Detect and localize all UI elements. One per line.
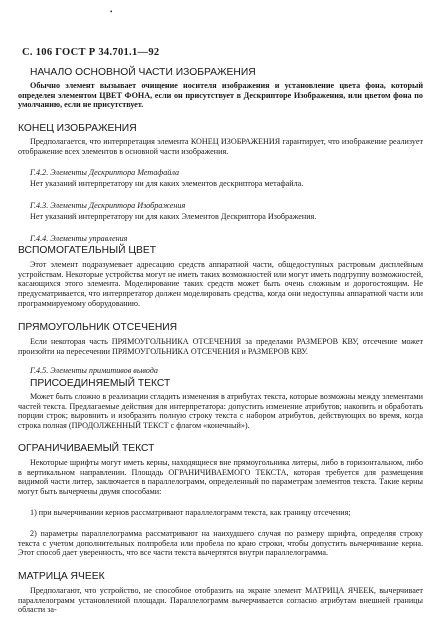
page-header: С. 106 ГОСТ Р 34.701.1—92: [22, 47, 160, 58]
paragraph: Предполагается, что интерпретация элемента КОНЕЦ ИЗОБРАЖЕНИЯ гарантирует, что изображение реализует отображение всех элементов в основной части изображения.: [18, 137, 423, 156]
section-heading: КОНЕЦ ИЗОБРАЖЕНИЯ: [18, 123, 137, 134]
subsection-title: Г.4.4. Элементы управления: [30, 234, 128, 243]
section-heading: НАЧАЛО ОСНОВНОЙ ЧАСТИ ИЗОБРАЖЕНИЯ: [30, 67, 256, 78]
section-heading: МАТРИЦА ЯЧЕЕК: [18, 571, 105, 582]
scan-mark: •: [110, 8, 113, 16]
paragraph: Может быть сложно в реализации сгладить изменения в атрибутах текста, которые возможны между элементами частей текста. Предлагаемые действия для интерпретатора: допустить изменение атрибутов; накопить и обработать порции строк; выровнить и изобразить полную строку текста с набором атрибутов, действующих во время, когда строка полная (ПРОДОЛЖЕННЫЙ ТЕКСТ с флагом «конечный»).: [18, 392, 423, 431]
subsection-title: Г.4.2. Элементы Дескриптора Метафайла: [30, 168, 180, 177]
section-heading: ОГРАНИЧИВАЕМЫЙ ТЕКСТ: [18, 443, 155, 454]
paragraph: Этот элемент подразумевает адресацию средств аппаратной части, общедоступных растровым дисплейным устройствам. Некоторые устройства могут не иметь таких возможностей или могут иметь подгруппу возможностей, касающихся этого элемента. Моделирование таких средств может быть очень сложным и дорогостоящим. Не предусматривается, что интерпретатор должен моделировать средства, когда они недоступны аппаратной части или программируемому оборудованию.: [18, 260, 423, 308]
paragraph: Некоторые шрифты могут иметь керны, находящиеся вне прямоугольника литеры, либо в горизонтальном, либо в вертикальном направлении. Площадь ОГРАНИЧИВАЕМОГО ТЕКСТА, которая требуется для размещения видимой части литер, заключается в параллелограмм, определенный по параметрам элементов текста. Такие керны могут быть вычерчены двумя способами:: [18, 458, 423, 497]
paragraph: Если некоторая часть ПРЯМОУГОЛЬНИКА ОТСЕЧЕНИЯ за пределами РАЗМЕРОВ КВУ, отсечение может произойти на пересечении ПРЯМОУГОЛЬНИКА ОТСЕЧЕНИЯ и РАЗМЕРОВ КВУ.: [18, 337, 423, 356]
subsection-title: Г.4.3. Элементы Дескриптора Изображения: [30, 201, 186, 210]
paragraph: Нет указаний интерпретатору ни для каких Элементов Дескриптора Изображения.: [30, 212, 317, 221]
list-item: 1) при вычерчивании кернов рассматривают параллелограмм текста, как границу отсечения;: [30, 508, 351, 517]
section-heading: ПРИСОЕДИНЯЕМЫЙ ТЕКСТ: [30, 378, 171, 389]
paragraph: Обычно элемент вызывает очищение носителя изображения и установление цвета фона, который определен элементом ЦВЕТ ФОНА, если он присутствует в Дескрипторе Изображения, или цветом фона по умолчанию, если не присутствует.: [18, 81, 423, 110]
list-item: 2) параметры параллелограмма рассматривают на наихудшего случая по размеру шрифта, определяя строку текста с учетом дополнительных полпробела или пробела по краю строки, чтобы допустить вычерчивание керна. Этот способ дает уверенность, что все части текста вычертятся внутри параллелограмма.: [18, 529, 423, 558]
paragraph: Нет указаний интерпретатору ни для каких элементов дескриптора метафайла.: [30, 179, 304, 188]
subsection-title: Г.4.5. Элементы примитивов вывода: [30, 366, 158, 375]
paragraph: Предполагают, что устройство, не способное отобразить на экране элемент МАТРИЦА ЯЧЕЕК, вычерчивает параллелограмм установленной площади. Параллелограмм вычерчивается согласно атрибутам внешней границы области за-: [18, 586, 423, 615]
section-heading: ВСПОМОГАТЕЛЬНЫЙ ЦВЕТ: [18, 245, 157, 256]
section-heading: ПРЯМОУГОЛЬНИК ОТСЕЧЕНИЯ: [18, 322, 178, 333]
